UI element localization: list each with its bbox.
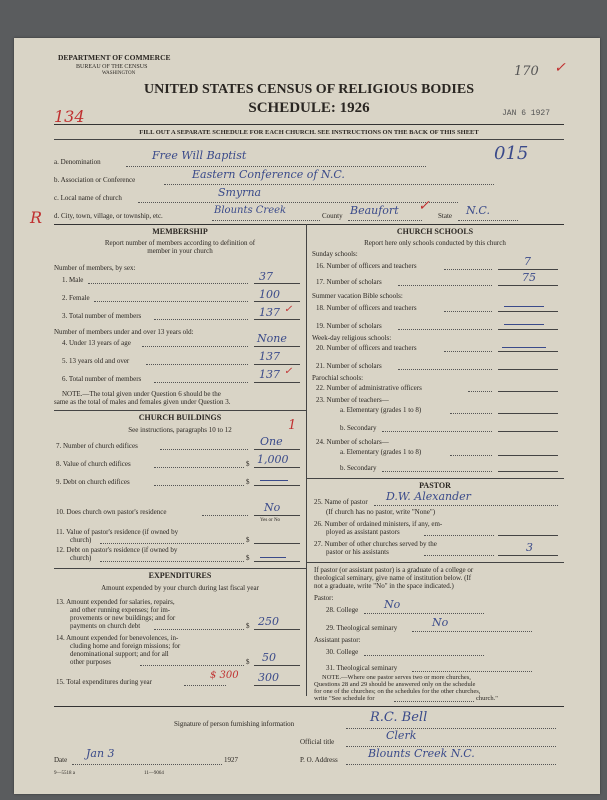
denomination-code: 015 xyxy=(494,143,529,164)
q6-label: 6. Total number of members xyxy=(62,375,142,383)
local-name-label: c. Local name of church xyxy=(54,194,122,202)
membership-sub1: Report number of members according to definition of xyxy=(104,239,256,247)
pastor-note-2: Questions 28 and 29 should be answered only on the schedule xyxy=(314,681,476,688)
q19-label: 19. Number of scholars xyxy=(316,322,382,330)
buildings-sub: See instructions, paragraphs 10 to 12 xyxy=(128,426,232,434)
date-value: Jan 3 xyxy=(86,747,115,760)
q8-label: 8. Value of church edifices xyxy=(56,460,131,468)
schools-sub: Report here only schools conducted by this church xyxy=(364,239,506,247)
year-label: 1927 xyxy=(224,756,238,764)
county-value: Beaufort xyxy=(350,204,399,217)
q29-label: 29. Theological seminary xyxy=(326,624,398,632)
graduate-note-2: theological seminary, give name of institution below. (If xyxy=(314,574,472,582)
q20-dash xyxy=(502,347,546,348)
membership-heading: MEMBERSHIP xyxy=(152,227,208,236)
parochial-schools-label: Parochial schools: xyxy=(312,374,364,382)
q24-label: 24. Number of scholars— xyxy=(316,438,389,446)
q6-value: 137 xyxy=(259,368,280,381)
q13-label-a: 13. Amount expended for salaries, repairs, xyxy=(56,598,175,606)
form-number: 170 xyxy=(514,64,539,79)
q13-dollar: $ xyxy=(246,622,250,630)
q10-label: 10. Does church own pastor's residence xyxy=(56,508,167,516)
instruction-line: FILL OUT A SEPARATE SCHEDULE FOR EACH CHURCH. SEE INSTRUCTIONS ON THE BACK OF THIS SHEET xyxy=(139,129,479,136)
q12-label-b: church) xyxy=(70,554,92,562)
red-check-county: ✓ xyxy=(418,198,430,214)
q13-label-d: payments on church debt xyxy=(70,622,141,630)
q13-label-c: provements or new buildings; and for xyxy=(70,614,176,622)
department-label: DEPARTMENT OF COMMERCE xyxy=(58,53,171,62)
expenditures-sub: Amount expended by your church during last fiscal year xyxy=(101,584,259,592)
membership-note-2: same as the total of males and females given under Question 3. xyxy=(54,398,231,406)
q15-red-value: $ 300 xyxy=(210,670,239,681)
pastor-note-4: write "See schedule for xyxy=(314,695,375,702)
q11-label-b: church) xyxy=(70,536,92,544)
q25-hint: (If church has no pastor, write "None") xyxy=(326,508,436,516)
q1-label: 1. Male xyxy=(62,276,84,284)
red-check-top: ✓ xyxy=(554,60,566,76)
pastor-note-4b: church." xyxy=(476,695,498,702)
q19-dash xyxy=(504,324,544,325)
q11-label-a: 11. Value of pastor's residence (if owned by xyxy=(56,528,179,536)
po-address-value: Blounts Creek N.C. xyxy=(368,747,475,760)
q8-dollar: $ xyxy=(246,460,250,468)
q25-value: D.W. Alexander xyxy=(386,490,471,503)
membership-note-1: NOTE.—The total given under Question 6 should be the xyxy=(62,390,221,398)
buildings-heading: CHURCH BUILDINGS xyxy=(138,413,222,422)
form-title: UNITED STATES CENSUS OF RELIGIOUS BODIES xyxy=(143,82,474,97)
q23a-label: a. Elementary (grades 1 to 8) xyxy=(340,406,422,414)
pastor-note-3: for one of the churches; on the schedules for the other churches, xyxy=(314,688,481,695)
graduate-note-1: If pastor (or assistant pastor) is a graduate of a college or xyxy=(314,566,474,574)
red-mark-q7: 1 xyxy=(288,418,297,433)
graduate-note-3: not a graduate, write "No" in the space indicated.) xyxy=(314,582,454,590)
q12-dash xyxy=(260,557,286,558)
red-check-q6: ✓ xyxy=(284,366,293,377)
received-stamp: JAN 6 1927 xyxy=(502,109,551,118)
red-check-q3: ✓ xyxy=(284,304,293,315)
q12-dollar: $ xyxy=(246,554,250,562)
date-label: Date xyxy=(54,756,68,764)
age-label: Number of members under and over 13 years old: xyxy=(54,328,194,336)
q5-label: 5. 13 years old and over xyxy=(62,357,130,365)
q17-label: 17. Number of scholars xyxy=(316,278,382,286)
by-sex-label: Number of members, by sex: xyxy=(54,264,136,272)
q7-label: 7. Number of church edifices xyxy=(56,442,138,450)
q4-value: None xyxy=(257,332,287,345)
q28-value: No xyxy=(384,598,401,611)
q9-dollar: $ xyxy=(246,478,250,486)
pastor-heading: PASTOR xyxy=(419,481,451,490)
census-schedule-page xyxy=(14,38,600,794)
signature-label: Signature of person furnishing information xyxy=(174,720,295,728)
q20-label: 20. Number of officers and teachers xyxy=(316,344,417,352)
print-code-2: 11—9064 xyxy=(144,771,164,776)
q28-label: 28. College xyxy=(326,606,359,614)
state-label: State xyxy=(438,212,452,220)
q27-label-b: pastor or his assistants xyxy=(326,548,389,556)
q15-value: 300 xyxy=(258,671,279,684)
city-label: d. City, town, village, or township, etc. xyxy=(54,212,163,220)
q24a-label: a. Elementary (grades 1 to 8) xyxy=(340,448,422,456)
state-value: N.C. xyxy=(466,204,490,217)
schools-heading: CHURCH SCHOOLS xyxy=(396,227,474,236)
city-label: WASHINGTON xyxy=(102,71,136,76)
q18-dash xyxy=(504,306,544,307)
q13-value: 250 xyxy=(258,615,279,628)
q21-label: 21. Number of scholars xyxy=(316,362,382,370)
sunday-schools-label: Sunday schools: xyxy=(312,250,358,258)
po-address-label: P. O. Address xyxy=(300,756,338,764)
q9-dash xyxy=(260,480,288,481)
q7-value: One xyxy=(260,435,283,448)
association-value: Eastern Conference of N.C. xyxy=(192,168,345,181)
q30-label: 30. College xyxy=(326,648,359,656)
q22-label: 22. Number of administrative officers xyxy=(316,384,422,392)
q2-label: 2. Female xyxy=(62,294,90,302)
q14-label-a: 14. Amount expended for benevolences, in- xyxy=(56,634,179,642)
q23b-label: b. Secondary xyxy=(340,424,377,432)
signature-value: R.C. Bell xyxy=(370,710,428,725)
local-name-value: Smyrna xyxy=(218,186,262,199)
q13-label-b: and other running expenses; for im- xyxy=(70,606,171,614)
denomination-label: a. Denomination xyxy=(54,158,101,166)
county-label: County xyxy=(322,212,343,220)
weekday-schools-label: Week-day religious schools: xyxy=(312,334,392,342)
q4-label: 4. Under 13 years of age xyxy=(62,339,131,347)
q9-label: 9. Debt on church edifices xyxy=(56,478,130,486)
margin-mark: R xyxy=(30,208,43,227)
q3-value: 137 xyxy=(259,306,280,319)
official-title-value: Clerk xyxy=(386,729,417,742)
official-title-label: Official title xyxy=(300,738,335,746)
assistant-pastor-subheading: Assistant pastor: xyxy=(314,636,361,644)
form-subtitle: SCHEDULE: 1926 xyxy=(248,100,370,116)
q3-label: 3. Total number of members xyxy=(62,312,142,320)
pastor-subheading: Pastor: xyxy=(314,594,334,602)
summer-schools-label: Summer vacation Bible schools: xyxy=(312,292,403,300)
q11-dollar: $ xyxy=(246,536,250,544)
q8-value: 1,000 xyxy=(257,453,289,466)
q27-label-a: 27. Number of other churches served by the xyxy=(314,540,437,548)
q10-value: No xyxy=(264,501,281,514)
city-value: Blounts Creek xyxy=(214,205,287,216)
q14-value: 50 xyxy=(262,651,276,664)
q23-label: 23. Number of teachers— xyxy=(316,396,389,404)
q14-label-c: denominational support; and for all xyxy=(70,650,169,658)
q14-label-b: cluding home and foreign missions; for xyxy=(70,642,181,650)
bureau-label: BUREAU OF THE CENSUS xyxy=(76,64,148,70)
association-label: b. Association or Conference xyxy=(54,176,136,184)
q25-label: 25. Name of pastor xyxy=(314,498,368,506)
q5-value: 137 xyxy=(259,350,280,363)
q18-label: 18. Number of officers and teachers xyxy=(316,304,417,312)
q15-label: 15. Total expenditures during year xyxy=(56,678,152,686)
q16-value: 7 xyxy=(524,255,531,268)
q14-dollar: $ xyxy=(246,658,250,666)
q26-label-b: ployed as assistant pastors xyxy=(326,528,400,536)
q1-value: 37 xyxy=(259,270,273,283)
q2-value: 100 xyxy=(259,288,280,301)
membership-sub2: member in your church xyxy=(147,247,213,255)
pastor-note-1: NOTE.—Where one pastor serves two or more churches, xyxy=(322,674,471,681)
q27-value: 3 xyxy=(526,541,533,554)
q12-label-a: 12. Debt on pastor's residence (if owned by xyxy=(56,546,178,554)
q14-label-d: other purposes xyxy=(70,658,112,666)
q16-label: 16. Number of officers and teachers xyxy=(316,262,417,270)
handwritten-number: 134 xyxy=(54,107,85,126)
print-code: 9—5518 a xyxy=(54,771,75,776)
q24b-label: b. Secondary xyxy=(340,464,377,472)
q26-label-a: 26. Number of ordained ministers, if any, em- xyxy=(314,520,443,528)
q29-value: No xyxy=(432,616,449,629)
expenditures-heading: EXPENDITURES xyxy=(148,571,212,580)
q31-label: 31. Theological seminary xyxy=(326,664,398,672)
yes-or-no-hint: Yes or No xyxy=(260,518,281,523)
denomination-value: Free Will Baptist xyxy=(152,149,247,162)
q17-value: 75 xyxy=(522,271,536,284)
